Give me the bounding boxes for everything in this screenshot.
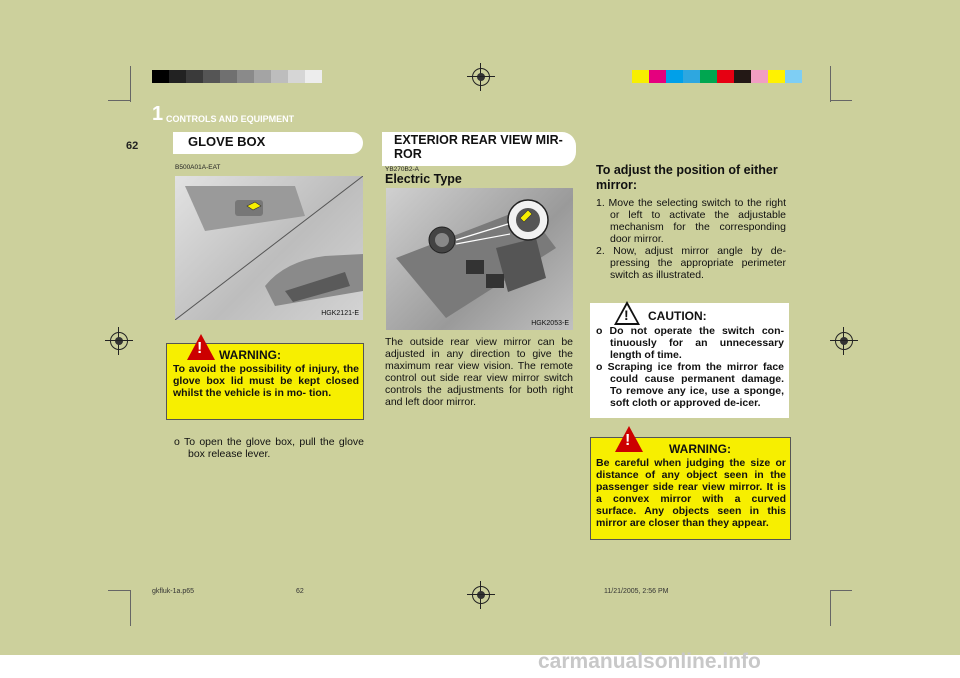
- warning-triangle-icon: !: [615, 426, 643, 452]
- caution-box: [590, 303, 789, 418]
- warning-triangle-icon: !: [187, 334, 215, 360]
- chapter-number: 1: [152, 103, 164, 125]
- subsection-title: Electric Type: [385, 172, 462, 186]
- page-number: 62: [126, 140, 139, 152]
- color-swatch: [288, 70, 305, 83]
- mirror-warning: [590, 432, 791, 540]
- warning-title: WARNING:: [219, 348, 281, 362]
- adjust-steps: [596, 197, 786, 281]
- caution-items: [596, 325, 784, 409]
- crop-mark: [130, 66, 131, 102]
- color-swatch: [632, 70, 649, 83]
- list-item: o Do not operate the switch con- tinuously for an unnecessary length of time.: [596, 325, 784, 361]
- chapter-title: CONTROLS AND EQUIPMENT: [166, 114, 295, 124]
- adjust-title: To adjust the position of either mirror:: [596, 163, 778, 192]
- crop-mark: [130, 590, 131, 626]
- caution-triangle-icon: !: [614, 301, 640, 325]
- color-swatch: [768, 70, 785, 83]
- color-swatch: [169, 70, 186, 83]
- crop-mark: [830, 590, 852, 591]
- registration-mark-icon: [835, 332, 853, 350]
- warning-title: WARNING:: [669, 442, 731, 456]
- color-swatch: [254, 70, 271, 83]
- mirror-description: The outside rear view mirror can be adjusted in any direction to give the maximum rear view vision. The remote control out side rear view mirror switch controls the adjustments for both right and left door mirror.: [385, 336, 573, 408]
- footer-page: 62: [296, 588, 304, 595]
- footer-timestamp: 11/21/2005, 2:56 PM: [604, 588, 669, 595]
- registration-mark-icon: [472, 586, 490, 604]
- crop-mark: [830, 590, 831, 626]
- mirror-switch-photo: [386, 188, 573, 330]
- glove-box-photo: [175, 176, 363, 320]
- crop-mark: [830, 100, 852, 101]
- color-swatch: [666, 70, 683, 83]
- footer-file: gkfluk-1a.p65: [152, 588, 195, 595]
- color-swatch: [700, 70, 717, 83]
- watermark: carmanualsonline.info: [538, 650, 761, 673]
- color-swatch: [271, 70, 288, 83]
- color-swatch: [305, 70, 322, 83]
- color-swatch: [152, 70, 169, 83]
- crop-mark: [830, 66, 831, 102]
- list-item: 2. Now, adjust mirror angle by de- pressing the appropriate perimeter switch as illustrated.: [596, 245, 786, 281]
- color-swatch: [785, 70, 802, 83]
- mirror-switch-illustration: [386, 188, 573, 330]
- crop-mark: [108, 100, 130, 101]
- section-code: B500A01A-EAT: [175, 164, 221, 171]
- section-code: YB270B2-A: [385, 166, 419, 173]
- crop-mark: [108, 590, 130, 591]
- list-item: 1. Move the selecting switch to the right or left to activate the adjustable mechanism for the corresponding door mirror.: [596, 197, 786, 245]
- list-item: o Scraping ice from the mirror face could cause permanent damage. To remove any ice, use a sponge, soft cloth or approved de-icer.: [596, 361, 784, 409]
- glove-box-instruction: o To open the glove box, pull the glove box release lever.: [174, 436, 364, 460]
- section-title-glove-box: GLOVE BOX: [173, 132, 363, 154]
- color-swatch: [220, 70, 237, 83]
- color-swatch: [717, 70, 734, 83]
- color-swatch: [237, 70, 254, 83]
- image-label: HGK2053-E: [531, 320, 569, 327]
- caution-title: CAUTION:: [648, 309, 707, 323]
- glove-box-warning: [166, 340, 364, 420]
- section-title-mirror: EXTERIOR REAR VIEW MIR- ROR: [382, 132, 576, 166]
- warning-text: Be careful when judging the size or distance of any object seen in the passenger side rear view mirror. It is a convex mirror with a curved surface. Any objects seen in this mirror are closer than they appear.: [596, 457, 786, 529]
- color-swatch: [683, 70, 700, 83]
- glove-box-illustration: [175, 176, 363, 320]
- registration-mark-icon: [472, 68, 490, 86]
- color-swatch: [734, 70, 751, 83]
- registration-mark-icon: [110, 332, 128, 350]
- warning-text: To avoid the possibility of injury, the glove box lid must be kept closed whilst the vehicle is in mo- tion.: [173, 363, 359, 399]
- color-swatch: [649, 70, 666, 83]
- color-swatch: [751, 70, 768, 83]
- image-label: HGK2121-E: [321, 310, 359, 317]
- color-swatch: [203, 70, 220, 83]
- color-swatch: [186, 70, 203, 83]
